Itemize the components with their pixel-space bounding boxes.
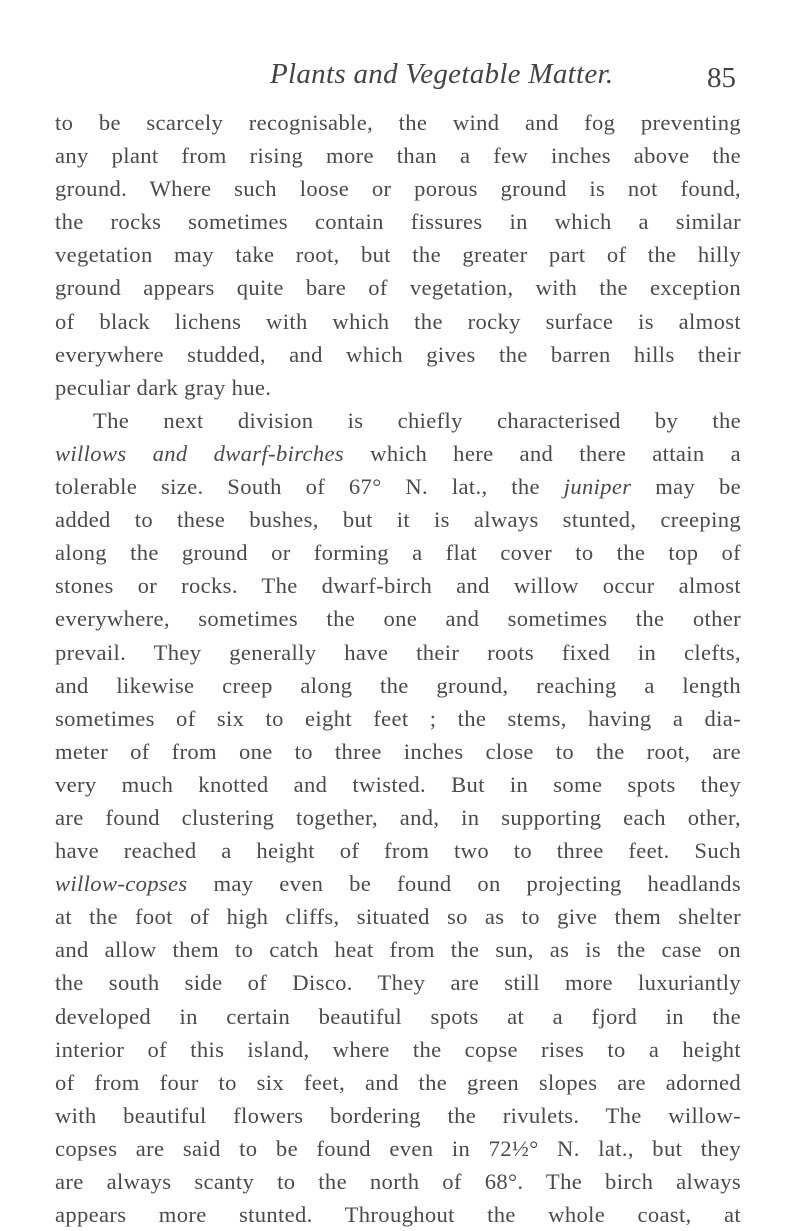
text-line: are always scanty to the north of 68°. The birch always: [55, 1169, 741, 1194]
text-line: everywhere, sometimes the one and sometimes the other: [55, 606, 741, 632]
text-fragment: tolerable size. South of 67° N. lat., the: [55, 474, 564, 500]
text-line: copses are said to be found even in 72½° N. lat., but they: [55, 1135, 741, 1161]
text-line: have reached a height of from two to three feet. Such: [55, 838, 741, 864]
text-line: the rocks sometimes contain fissures in which a similar: [55, 209, 741, 235]
text-line: added to these bushes, but it is always stunted, creeping: [55, 507, 741, 533]
text-line: are found clustering together, and, in supporting each other,: [55, 804, 741, 830]
text-line: and likewise creep along the ground, reaching a length: [55, 672, 741, 698]
page-number: 85: [707, 62, 736, 94]
text-line: everywhere studded, and which gives the barren hills their: [55, 341, 741, 367]
text-line: [55, 470, 741, 503]
text-line: prevail. They generally have their roots fixed in clefts,: [55, 639, 741, 665]
text-line: of black lichens with which the rocky surface is almost: [55, 308, 741, 334]
text-line: [55, 867, 741, 900]
text-line: ground. Where such loose or porous ground is not found,: [55, 176, 741, 202]
text-line: [55, 437, 741, 470]
text-line: with beautiful flowers bordering the rivulets. The willow-: [55, 1102, 741, 1128]
text-line: appears more stunted. Throughout the whole coast, at: [55, 1202, 741, 1228]
text-line: any plant from rising more than a few inches above the: [55, 143, 741, 169]
text-line: peculiar dark gray hue.: [55, 374, 272, 400]
text-line: stones or rocks. The dwarf-birch and willow occur almost: [55, 573, 741, 599]
text-line: at the foot of high cliffs, situated so as to give them shelter: [55, 904, 741, 930]
text-fragment: which here and there attain a: [344, 440, 741, 466]
text-line: interior of this island, where the copse rises to a height: [55, 1036, 741, 1062]
italic-term: juniper: [563, 474, 632, 500]
text-fragment: may be: [631, 474, 741, 500]
text-line: The next division is chiefly characterised by the: [93, 407, 741, 433]
text-line: along the ground or forming a flat cover to the top of: [55, 540, 741, 566]
text-line: the south side of Disco. They are still more luxuriantly: [55, 970, 741, 996]
paragraph-2: [55, 404, 741, 1231]
text-line: meter of from one to three inches close to the root, are: [55, 738, 741, 764]
text-line: very much knotted and twisted. But in some spots they: [55, 771, 741, 797]
running-head-title: Plants and Vegetable Matter.: [270, 58, 614, 90]
body-text: [55, 106, 741, 1231]
paragraph-1: [55, 106, 741, 404]
text-fragment: may even be found on projecting headlands: [187, 871, 741, 897]
text-line: and allow them to catch heat from the sun, as is the case on: [55, 937, 741, 963]
italic-term: willow-copses: [55, 871, 188, 897]
text-line: ground appears quite bare of vegetation, with the exception: [55, 275, 741, 301]
text-line: to be scarcely recognisable, the wind and fog preventing: [55, 110, 741, 135]
text-line: of from four to six feet, and the green slopes are adorned: [55, 1069, 741, 1095]
text-line: developed in certain beautiful spots at a fjord in the: [55, 1003, 741, 1029]
text-line: vegetation may take root, but the greater part of the hilly: [55, 242, 741, 268]
italic-term: willows and dwarf-birches: [55, 440, 345, 466]
text-line: sometimes of six to eight feet ; the stems, having a dia-: [55, 705, 741, 731]
